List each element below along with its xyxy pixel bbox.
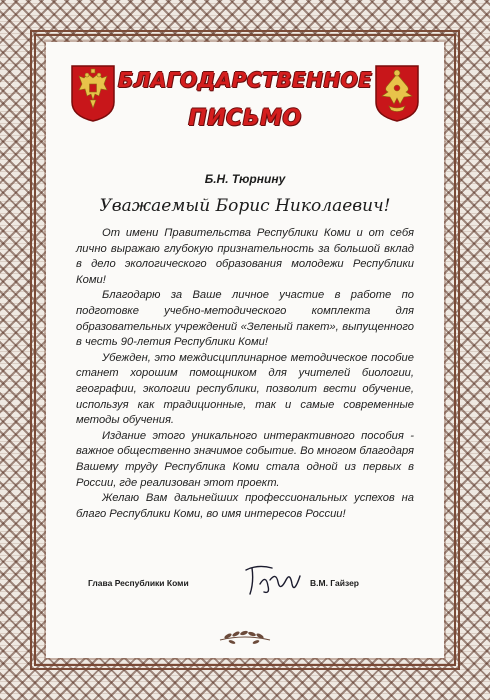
title-line-1: БЛАГОДАРСТВЕННОЕ	[118, 68, 373, 92]
handwritten-signature-icon	[238, 560, 310, 600]
komi-republic-coat-of-arms-icon	[374, 64, 420, 122]
paragraph: Благодарю за Ваше личное участие в работе по подготовке учебно-методического комплекта для образовательных учреждений «Зеленый пакет», выпущенного в честь 90-летия Республики Коми!	[76, 289, 414, 349]
russia-coat-of-arms-icon	[70, 64, 116, 122]
letter-body	[76, 226, 414, 522]
paragraph: От имени Правительства Республики Коми и от себя лично выражаю глубокую признательность за большой вклад в дело экологического образования молодежи Республики Коми!	[76, 227, 414, 286]
recipient-name: Б.Н. Тюрнину	[204, 172, 286, 186]
salutation: Уважаемый Борис Николаевич!	[99, 196, 391, 216]
paragraph: Издание этого уникального интерактивного пособия - важное общественно значимое событие. Во многом благодаря Вашему труду Республика Коми стала одной из первых в России, где реализован этот проект.	[76, 429, 415, 489]
laurel-branch-icon	[216, 626, 274, 646]
signatory-position: Глава Республики Коми	[88, 578, 189, 588]
signatory-name: В.М. Гайзер	[310, 578, 359, 588]
title-line-2: ПИСЬМО	[188, 106, 302, 131]
paragraph: Желаю Вам дальнейших профессиональных успехов на благо Республики Коми, во имя интересов России!	[76, 492, 414, 520]
letter-sheet	[48, 44, 442, 656]
letter-title	[118, 66, 372, 134]
paragraph: Убежден, это междисциплинарное методическое пособие станет хорошим помощником для учителей биологии, географии, экологии республики, позволит вести обучение, используя как традиционные, так и самые современные методы обучения.	[76, 351, 414, 427]
